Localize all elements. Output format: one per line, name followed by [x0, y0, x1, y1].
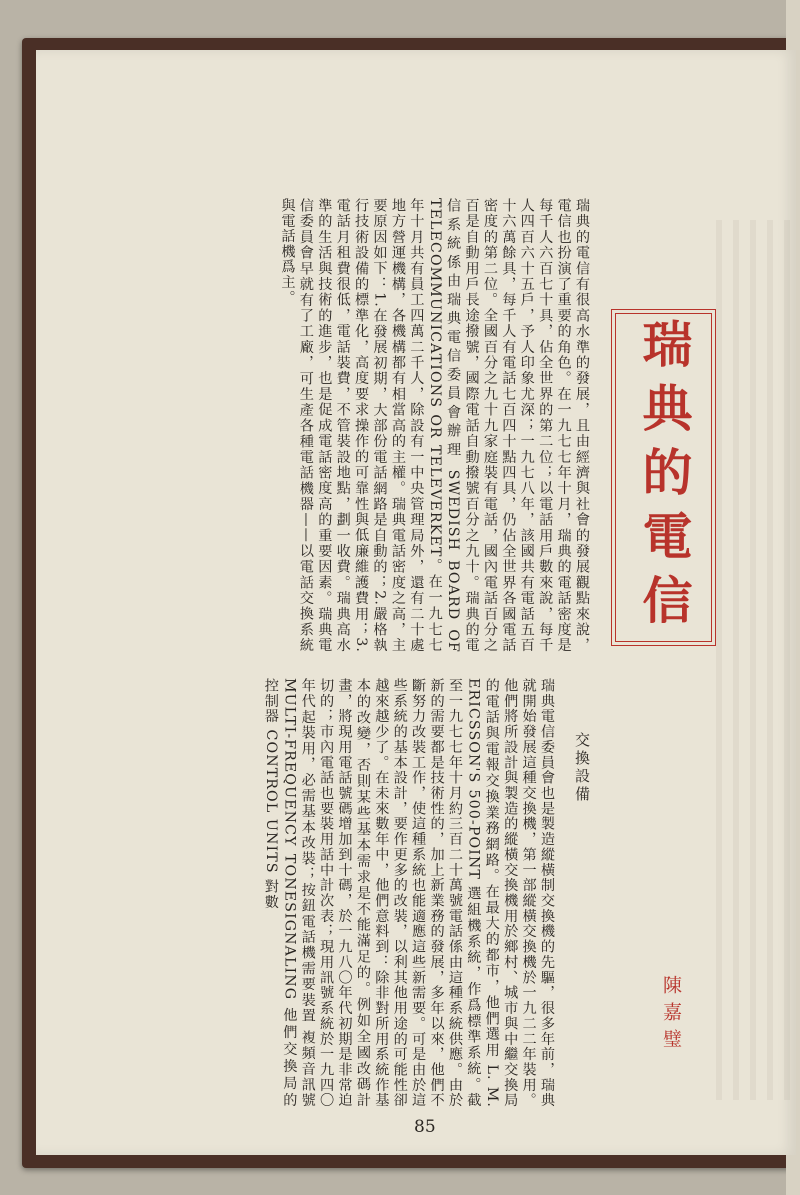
author-name: 陳嘉璧 [660, 975, 682, 1056]
page-number: 85 [414, 1117, 436, 1137]
section-heading: 交換設備 [573, 732, 591, 804]
article-column-upper: 瑞典的電信有很高水準的發展，且由經濟與社會的發展觀點來說，電信也扮演了重要的角色。在一九七七年十月，瑞典的電話密度是每千人六百七十具，佔全世界的第二位；以電話用戶數來說，每千人四百六十五戶，予人印象尤深；一九七八年，該國共有電話五百十六萬餘具，每千人有電話七百四十點四具，仍佔全世界各國電話密度的第二位。全國百分之九十九家庭裝有電話，國內電話百分之百是自動用戶長途撥號，國際電話自動撥號百分之九十。瑞典的電信系統係由瑞典電信委員會辦理 SWEDISH BOARD OF TELECOMMUNICATIONS OR TELEVERKET。在一九七七年十月共有員工四萬二千人，除設有一中央管理局外，還有二十處地方營運機構，各機構都有相當高的主權。瑞典電話密度之高，主要原因如下：1.在發展初期，大部份電話網路是自動的；2.嚴格執行技術設備的標準化，高度要求操作的可靠性與低廉維護費用；3.電話月租費很低，電話裝費，不管裝設地點，劃一收費。瑞典高水準的生活與技術的進步，也是促成電話密度高的重要因素。瑞典電信委員會早就有了工廠，可生產各種電話機器——以電話交換系統與電話機爲主。 [279, 198, 590, 653]
bleed-through-text [716, 220, 800, 1100]
article-title: 瑞典的電信 [634, 317, 694, 638]
page [36, 50, 796, 1155]
title-box [615, 313, 712, 642]
article-column-lower: 瑞典電信委員會也是製造縱橫制交換機的先驅，很多年前，瑞典就開始發展這種交換機，第一部縱橫交換機於一九二二年裝用。他們將所設計與製造的縱橫交換機用於鄉村、城市與中繼交換局的電話與電報交換業務網路。在最大的都市，他們選用 L. M. ERICSSON'S 500-POINT 選組機系統，作爲標準系統。截至一九七七年十月約三百二十萬號電話係由這種系統供應。由於新的需要都是技術性的，加上新業務的發展，多年以來，他們不斷努力改裝工作，使這種系統也能適應這些新需要。可是由於這些系統的基本設計，要作更多的改裝，以利其他用途的可能性卻越來越少了。在未來數年中，他們意料到：除非對所用系統作基本的改變，否則某些基本需求是不能滿足的。例如全國改碼計畫，將現用電話號碼增加到十碼，於一九八〇年代初期是非常迫切的；市內電話也要裝用話中計次表；現用訊號系統於一九四〇年代起裝用，必需基本改裝；按鈕電話機需要裝置 複頻音訊號 MULTI-FREQUENCY TONESIGNALING 他們交換局的控制器 CONTROL UNITS 對數 [262, 678, 555, 1108]
